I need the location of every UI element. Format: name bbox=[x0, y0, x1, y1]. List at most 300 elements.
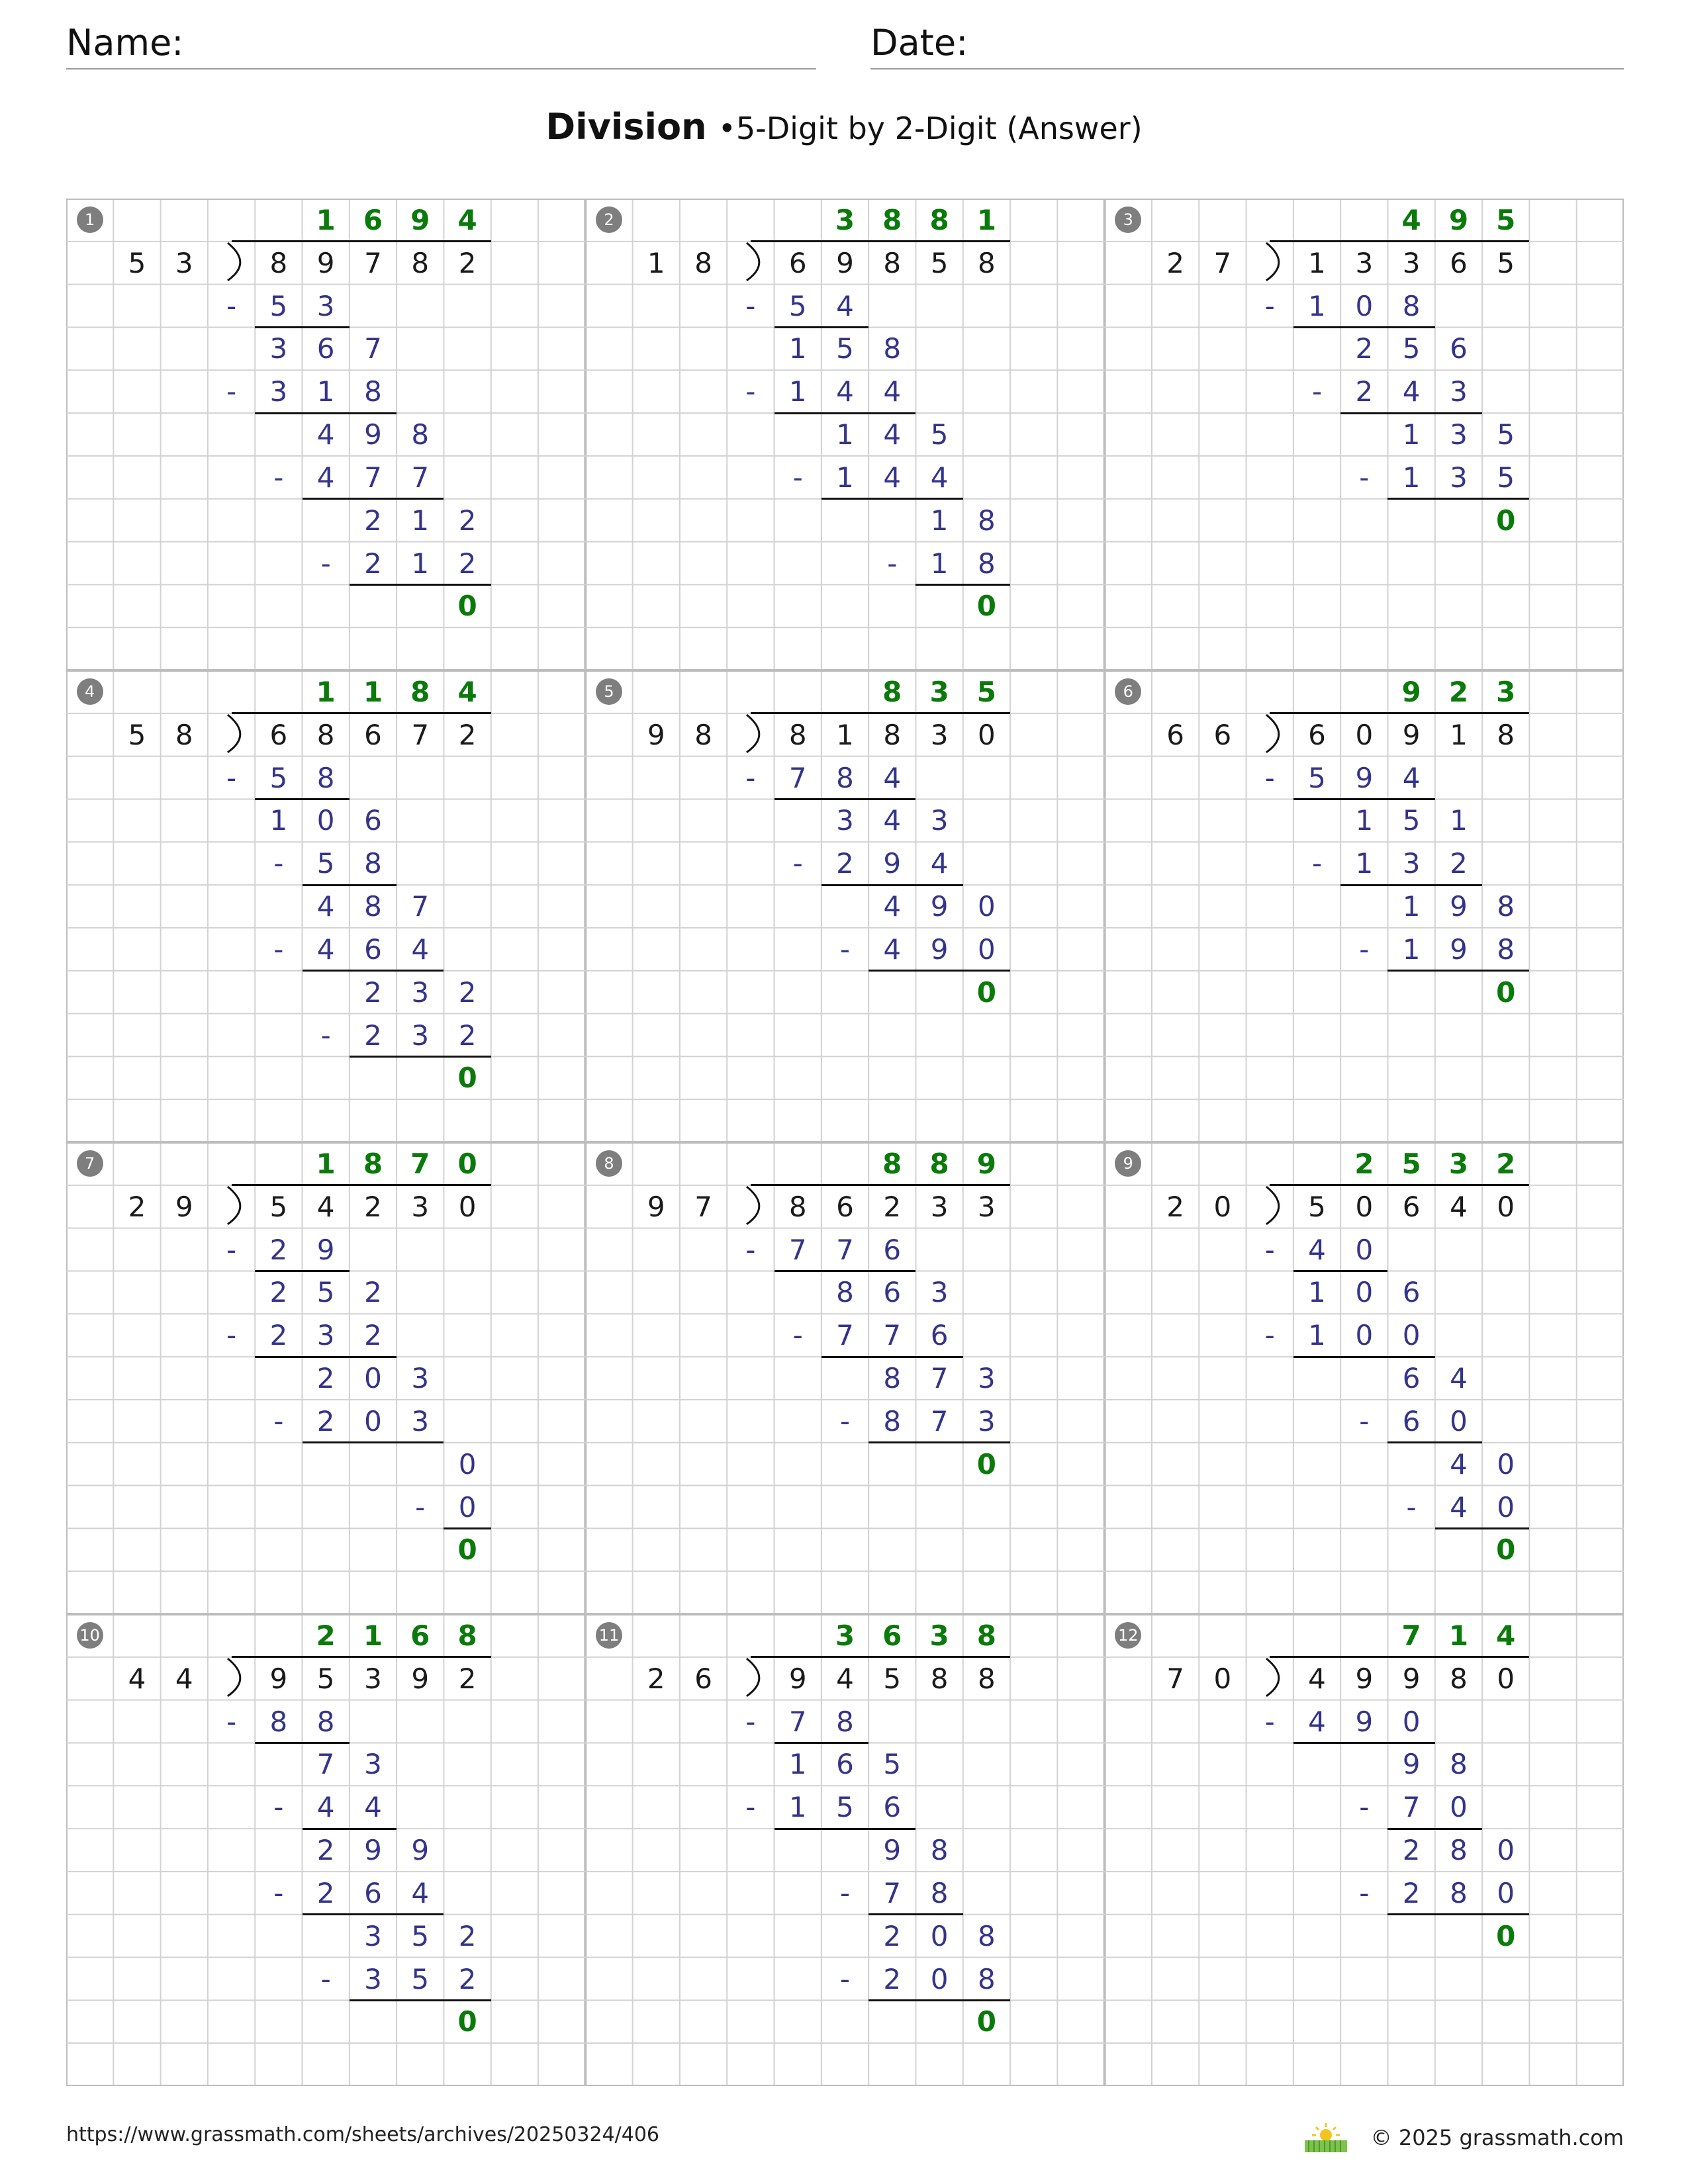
quotient-digit: 2 bbox=[1496, 1148, 1516, 1180]
partial-remainder-digit: 5 bbox=[930, 418, 949, 451]
divisor-digit: 2 bbox=[1166, 246, 1184, 279]
division-bracket bbox=[1246, 1185, 1293, 1228]
subtrahend-digit: 1 bbox=[1308, 289, 1326, 322]
minus-sign: - bbox=[839, 1962, 851, 1995]
partial-remainder-digit: 9 bbox=[364, 418, 382, 451]
partial-remainder-digit: 5 bbox=[1402, 804, 1421, 837]
minus-sign: - bbox=[887, 547, 898, 580]
dividend-digit: 0 bbox=[458, 1190, 477, 1223]
quotient-digit: 9 bbox=[1448, 204, 1469, 236]
subtrahend-digit: 4 bbox=[930, 847, 949, 880]
minus-sign: - bbox=[1359, 1876, 1370, 1909]
division-bracket bbox=[727, 1185, 774, 1228]
partial-remainder-digit: 3 bbox=[978, 1362, 996, 1395]
minus-sign: - bbox=[839, 1876, 851, 1909]
minus-sign: - bbox=[792, 1319, 803, 1352]
minus-sign: - bbox=[839, 933, 851, 966]
subtrahend-digit: 6 bbox=[364, 1876, 382, 1909]
dividend-digit: 2 bbox=[458, 718, 477, 751]
problem-number-badge: 2 bbox=[596, 206, 622, 233]
minus-sign: - bbox=[273, 461, 284, 494]
subtrahend-digit: 4 bbox=[411, 933, 430, 966]
partial-remainder-digit: 8 bbox=[930, 1834, 949, 1867]
division-bracket bbox=[208, 242, 255, 285]
partial-remainder-digit: 4 bbox=[316, 418, 335, 451]
subtrahend-digit: 8 bbox=[1402, 289, 1421, 322]
title-subtitle: 5-Digit by 2-Digit (Answer) bbox=[735, 111, 1143, 146]
dividend-digit: 8 bbox=[978, 246, 996, 279]
subtrahend-digit: 5 bbox=[1308, 761, 1326, 794]
partial-remainder-digit: 4 bbox=[1450, 1362, 1468, 1395]
subtrahend-digit: 7 bbox=[788, 1705, 807, 1738]
title-main: Division bbox=[545, 106, 707, 148]
minus-sign: - bbox=[1359, 1791, 1370, 1824]
dividend-digit: 3 bbox=[411, 1190, 430, 1223]
partial-remainder-digit: 0 bbox=[978, 890, 996, 923]
divisor-digit: 5 bbox=[128, 246, 146, 279]
partial-remainder-digit: 2 bbox=[458, 1919, 477, 1952]
subtrahend-digit: 2 bbox=[1450, 847, 1468, 880]
dividend-digit: 6 bbox=[1402, 1190, 1421, 1223]
subtrahend-digit: 9 bbox=[1450, 933, 1468, 966]
quotient-digit: 3 bbox=[929, 1619, 949, 1652]
remainder-digit: 0 bbox=[976, 1447, 997, 1480]
subtrahend-digit: 3 bbox=[1450, 375, 1468, 408]
minus-sign: - bbox=[273, 847, 284, 880]
quotient-digit: 8 bbox=[363, 1148, 383, 1180]
quotient-digit: 0 bbox=[457, 1148, 477, 1180]
dividend-digit: 8 bbox=[788, 718, 807, 751]
problem-number-badge: 9 bbox=[1115, 1150, 1141, 1177]
subtrahend-digit: 0 bbox=[930, 1962, 949, 1995]
subtrahend-digit: 8 bbox=[269, 1705, 288, 1738]
minus-sign: - bbox=[1264, 761, 1275, 794]
partial-remainder-digit: 1 bbox=[1402, 418, 1421, 451]
minus-sign: - bbox=[745, 1233, 756, 1266]
division-bracket bbox=[1246, 1657, 1293, 1700]
minus-sign: - bbox=[1359, 933, 1370, 966]
partial-remainder-digit: 4 bbox=[316, 890, 335, 923]
quotient-digit: 6 bbox=[882, 1619, 902, 1652]
subtrahend-digit: 8 bbox=[364, 847, 382, 880]
divisor-digit: 6 bbox=[1213, 718, 1232, 751]
quotient-digit: 4 bbox=[1496, 1619, 1516, 1652]
dividend-digit: 1 bbox=[1308, 246, 1326, 279]
partial-remainder-digit: 5 bbox=[411, 1919, 430, 1952]
subtrahend-digit: 2 bbox=[364, 1319, 382, 1352]
partial-remainder-digit: 9 bbox=[883, 1834, 902, 1867]
partial-remainder-digit: 2 bbox=[458, 976, 477, 1009]
subtrahend-digit: 2 bbox=[316, 1876, 335, 1909]
subtrahend-digit: 2 bbox=[269, 1233, 288, 1266]
dividend-digit: 9 bbox=[788, 1662, 807, 1695]
minus-sign: - bbox=[1359, 1404, 1370, 1437]
partial-remainder-digit: 5 bbox=[1497, 418, 1515, 451]
dividend-digit: 9 bbox=[836, 246, 854, 279]
partial-remainder-digit: 2 bbox=[269, 1276, 288, 1309]
partial-remainder-digit: 1 bbox=[269, 804, 288, 837]
partial-remainder-digit: 6 bbox=[1402, 1276, 1421, 1309]
dividend-digit: 5 bbox=[1308, 1190, 1326, 1223]
subtrahend-digit: 8 bbox=[883, 1404, 902, 1437]
dividend-digit: 6 bbox=[1450, 246, 1468, 279]
subtrahend-digit: 7 bbox=[836, 1319, 854, 1352]
problem-grid bbox=[66, 199, 1624, 2086]
subtrahend-digit: 1 bbox=[1402, 933, 1421, 966]
partial-remainder-digit: 0 bbox=[1355, 1276, 1374, 1309]
partial-remainder-digit: 9 bbox=[930, 890, 949, 923]
partial-remainder-digit: 8 bbox=[978, 504, 996, 537]
dividend-digit: 5 bbox=[269, 1190, 288, 1223]
subtrahend-digit: 0 bbox=[1497, 1876, 1515, 1909]
quotient-digit: 8 bbox=[882, 1148, 902, 1180]
problem-number-badge: 7 bbox=[77, 1150, 103, 1177]
subtrahend-digit: 1 bbox=[316, 375, 335, 408]
partial-remainder-digit: 7 bbox=[316, 1748, 335, 1781]
divisor-digit: 7 bbox=[694, 1190, 712, 1223]
dividend-digit: 0 bbox=[1497, 1190, 1515, 1223]
dividend-digit: 2 bbox=[883, 1190, 902, 1223]
partial-remainder-digit: 1 bbox=[1308, 1276, 1326, 1309]
subtrahend-digit: 8 bbox=[978, 1962, 996, 1995]
subtrahend-digit: 2 bbox=[1402, 1876, 1421, 1909]
subtrahend-digit: 7 bbox=[788, 761, 807, 794]
quotient-digit: 8 bbox=[457, 1619, 477, 1652]
partial-remainder-digit: 8 bbox=[978, 1919, 996, 1952]
subtrahend-digit: 5 bbox=[269, 289, 288, 322]
partial-remainder-digit: 6 bbox=[1402, 1362, 1421, 1395]
dividend-digit: 7 bbox=[364, 246, 382, 279]
dividend-digit: 3 bbox=[1355, 246, 1374, 279]
partial-remainder-digit: 2 bbox=[364, 976, 382, 1009]
subtrahend-digit: 4 bbox=[316, 933, 335, 966]
quotient-digit: 6 bbox=[363, 204, 383, 236]
dividend-digit: 9 bbox=[1402, 1662, 1421, 1695]
subtrahend-digit: 3 bbox=[411, 1019, 430, 1052]
partial-remainder-digit: 8 bbox=[364, 890, 382, 923]
subtrahend-digit: 3 bbox=[978, 1404, 996, 1437]
partial-remainder-digit: 0 bbox=[1497, 1447, 1515, 1480]
subtrahend-digit: 6 bbox=[930, 1319, 949, 1352]
footer-brand bbox=[1303, 2122, 1624, 2154]
dividend-digit: 8 bbox=[269, 246, 288, 279]
quotient-digit: 2 bbox=[1448, 676, 1469, 708]
subtrahend-digit: 0 bbox=[1402, 1705, 1421, 1738]
problem-number-badge: 1 bbox=[77, 206, 103, 233]
minus-sign: - bbox=[1264, 1233, 1275, 1266]
subtraction-line bbox=[303, 1441, 444, 1443]
subtrahend-digit: 4 bbox=[836, 289, 854, 322]
dividend-digit: 4 bbox=[1308, 1662, 1326, 1695]
divisor-digit: 2 bbox=[1166, 1190, 1184, 1223]
divisor-digit: 7 bbox=[1213, 246, 1232, 279]
subtrahend-digit: 0 bbox=[1355, 1233, 1374, 1266]
problem-number-badge: 3 bbox=[1115, 206, 1141, 233]
minus-sign: - bbox=[226, 1319, 237, 1352]
remainder-digit: 0 bbox=[1496, 976, 1516, 1009]
quotient-digit: 8 bbox=[410, 676, 430, 708]
dividend-digit: 8 bbox=[788, 1190, 807, 1223]
dividend-digit: 8 bbox=[883, 718, 902, 751]
quotient-digit: 8 bbox=[882, 676, 902, 708]
partial-remainder-digit: 2 bbox=[1402, 1834, 1421, 1867]
subtrahend-digit: 2 bbox=[836, 847, 854, 880]
dividend-digit: 6 bbox=[1308, 718, 1326, 751]
minus-sign: - bbox=[792, 847, 803, 880]
remainder-digit: 0 bbox=[1496, 504, 1516, 537]
subtrahend-digit: 1 bbox=[1355, 847, 1374, 880]
subtrahend-digit: 2 bbox=[458, 1019, 477, 1052]
dividend-digit: 3 bbox=[978, 1190, 996, 1223]
partial-remainder-digit: 1 bbox=[788, 1748, 807, 1781]
partial-remainder-digit: 1 bbox=[930, 504, 949, 537]
minus-sign: - bbox=[273, 1791, 284, 1824]
quotient-digit: 4 bbox=[1401, 204, 1421, 236]
subtrahend-digit: 7 bbox=[411, 461, 430, 494]
subtrahend-digit: 8 bbox=[836, 761, 854, 794]
problem-number-badge: 11 bbox=[596, 1622, 622, 1649]
quotient-digit: 3 bbox=[1496, 676, 1516, 708]
subtrahend-digit: 1 bbox=[788, 375, 807, 408]
dividend-digit: 3 bbox=[930, 718, 949, 751]
quotient-digit: 7 bbox=[1401, 1619, 1421, 1652]
dividend-digit: 9 bbox=[269, 1662, 288, 1695]
subtrahend-digit: 0 bbox=[1450, 1791, 1468, 1824]
quotient-digit: 1 bbox=[363, 1619, 383, 1652]
minus-sign: - bbox=[839, 1404, 851, 1437]
dividend-digit: 2 bbox=[458, 1662, 477, 1695]
subtrahend-digit: 4 bbox=[883, 461, 902, 494]
subtrahend-digit: 0 bbox=[1497, 1490, 1515, 1524]
dividend-digit: 4 bbox=[316, 1190, 335, 1223]
copyright: © 2025 grassmath.com bbox=[1370, 2125, 1624, 2150]
minus-sign: - bbox=[745, 375, 756, 408]
partial-remainder-digit: 6 bbox=[364, 804, 382, 837]
subtrahend-digit: 4 bbox=[883, 375, 902, 408]
partial-remainder-digit: 0 bbox=[316, 804, 335, 837]
partial-remainder-digit: 0 bbox=[458, 1447, 477, 1480]
minus-sign: - bbox=[415, 1490, 426, 1524]
dividend-digit: 3 bbox=[1402, 246, 1421, 279]
partial-remainder-digit: 3 bbox=[411, 976, 430, 1009]
subtrahend-digit: 2 bbox=[364, 547, 382, 580]
divisor-digit: 4 bbox=[175, 1662, 193, 1695]
subtrahend-digit: 2 bbox=[364, 1019, 382, 1052]
minus-sign: - bbox=[226, 761, 237, 794]
minus-sign: - bbox=[320, 1019, 331, 1052]
division-bracket bbox=[727, 1657, 774, 1700]
title-bullet: • bbox=[718, 111, 736, 146]
minus-sign: - bbox=[1264, 1319, 1275, 1352]
subtrahend-digit: 4 bbox=[1402, 761, 1421, 794]
partial-remainder-digit: 3 bbox=[836, 804, 854, 837]
quotient-digit: 5 bbox=[976, 676, 997, 708]
subtrahend-digit: 1 bbox=[788, 1791, 807, 1824]
quotient-digit: 2 bbox=[316, 1619, 336, 1652]
partial-remainder-digit: 1 bbox=[1355, 804, 1374, 837]
dividend-digit: 6 bbox=[269, 718, 288, 751]
problems-container bbox=[66, 199, 1624, 2086]
remainder-digit: 0 bbox=[1496, 1919, 1516, 1952]
subtrahend-digit: 4 bbox=[1308, 1705, 1326, 1738]
subtrahend-digit: 8 bbox=[978, 547, 996, 580]
partial-remainder-digit: 4 bbox=[883, 418, 902, 451]
divisor-digit: 8 bbox=[694, 246, 712, 279]
divisor-digit: 4 bbox=[128, 1662, 146, 1695]
subtrahend-digit: 8 bbox=[364, 375, 382, 408]
subtrahend-digit: 7 bbox=[836, 1233, 854, 1266]
subtrahend-digit: 4 bbox=[1308, 1233, 1326, 1266]
partial-remainder-digit: 1 bbox=[1402, 890, 1421, 923]
subtrahend-digit: 4 bbox=[836, 375, 854, 408]
footer-url[interactable]: https://www.grassmath.com/sheets/archives/20250324/406 bbox=[66, 2123, 660, 2146]
subtrahend-digit: 1 bbox=[1402, 461, 1421, 494]
partial-remainder-digit: 4 bbox=[883, 890, 902, 923]
partial-remainder-digit: 2 bbox=[458, 504, 477, 537]
dividend-digit: 9 bbox=[411, 1662, 430, 1695]
quotient-digit: 5 bbox=[1401, 1148, 1421, 1180]
partial-remainder-digit: 1 bbox=[411, 504, 430, 537]
minus-sign: - bbox=[1406, 1490, 1417, 1524]
subtrahend-digit: 0 bbox=[978, 933, 996, 966]
partial-remainder-digit: 6 bbox=[1450, 332, 1468, 365]
dividend-digit: 0 bbox=[1497, 1662, 1515, 1695]
dividend-digit: 1 bbox=[836, 718, 854, 751]
partial-remainder-digit: 8 bbox=[1497, 890, 1515, 923]
division-bracket bbox=[208, 1185, 255, 1228]
divisor-digit: 0 bbox=[1213, 1190, 1232, 1223]
dividend-digit: 0 bbox=[1355, 1190, 1374, 1223]
minus-sign: - bbox=[320, 547, 331, 580]
problem-number-badge: 12 bbox=[1115, 1622, 1141, 1649]
quotient-digit: 8 bbox=[929, 204, 949, 236]
partial-remainder-digit: 7 bbox=[411, 890, 430, 923]
partial-remainder-digit: 6 bbox=[316, 332, 335, 365]
divisor-digit: 2 bbox=[128, 1190, 146, 1223]
subtrahend-digit: 5 bbox=[1497, 461, 1515, 494]
subtrahend-digit: 3 bbox=[411, 1404, 430, 1437]
minus-sign: - bbox=[226, 289, 237, 322]
subtrahend-digit: 4 bbox=[316, 1791, 335, 1824]
quotient-digit: 8 bbox=[929, 1148, 949, 1180]
subtrahend-digit: 2 bbox=[883, 1962, 902, 1995]
dividend-digit: 6 bbox=[364, 718, 382, 751]
subtrahend-digit: 0 bbox=[1355, 289, 1374, 322]
dividend-digit: 2 bbox=[364, 1190, 382, 1223]
subtrahend-digit: 2 bbox=[269, 1319, 288, 1352]
quotient-digit: 9 bbox=[410, 204, 430, 236]
dividend-digit: 8 bbox=[411, 246, 430, 279]
division-bracket bbox=[727, 242, 774, 285]
subtrahend-digit: 0 bbox=[1402, 1319, 1421, 1352]
partial-remainder-digit: 1 bbox=[788, 332, 807, 365]
quotient-digit: 1 bbox=[363, 676, 383, 708]
quotient-digit: 3 bbox=[835, 1619, 855, 1652]
problem-number-badge: 6 bbox=[1115, 678, 1141, 705]
quotient-digit: 1 bbox=[316, 676, 336, 708]
divisor-digit: 6 bbox=[1166, 718, 1184, 751]
remainder-digit: 0 bbox=[976, 976, 997, 1009]
dividend-digit: 0 bbox=[1355, 718, 1374, 751]
dividend-digit: 5 bbox=[316, 1662, 335, 1695]
divisor-digit: 3 bbox=[175, 246, 193, 279]
minus-sign: - bbox=[745, 289, 756, 322]
partial-remainder-digit: 8 bbox=[836, 1276, 854, 1309]
subtrahend-digit: 7 bbox=[883, 1319, 902, 1352]
dividend-digit: 4 bbox=[1450, 1190, 1468, 1223]
remainder-digit: 0 bbox=[457, 1533, 477, 1567]
division-bracket bbox=[1246, 242, 1293, 285]
name-line[interactable] bbox=[66, 68, 816, 69]
dividend-digit: 8 bbox=[1497, 718, 1515, 751]
subtrahend-digit: 4 bbox=[930, 461, 949, 494]
subtrahend-digit: 9 bbox=[883, 847, 902, 880]
subtrahend-digit: 4 bbox=[316, 461, 335, 494]
date-line[interactable] bbox=[870, 68, 1624, 69]
division-bracket bbox=[727, 713, 774, 756]
quotient-digit: 9 bbox=[976, 1148, 997, 1180]
subtrahend-digit: 3 bbox=[1402, 847, 1421, 880]
minus-sign: - bbox=[1359, 461, 1370, 494]
minus-sign: - bbox=[226, 375, 237, 408]
quotient-digit: 4 bbox=[457, 204, 477, 236]
subtrahend-digit: 5 bbox=[411, 1962, 430, 1995]
subtrahend-digit: 0 bbox=[1355, 1319, 1374, 1352]
subtrahend-digit: 4 bbox=[883, 761, 902, 794]
partial-remainder-digit: 6 bbox=[883, 1276, 902, 1309]
dividend-digit: 8 bbox=[316, 718, 335, 751]
subtrahend-digit: 7 bbox=[1402, 1791, 1421, 1824]
dividend-digit: 8 bbox=[930, 1662, 949, 1695]
subtrahend-digit: 9 bbox=[1355, 1705, 1374, 1738]
grass-sun-logo-icon bbox=[1303, 2122, 1348, 2154]
partial-remainder-digit: 0 bbox=[930, 1919, 949, 1952]
partial-remainder-digit: 9 bbox=[1450, 890, 1468, 923]
divisor-digit: 9 bbox=[647, 1190, 665, 1223]
subtrahend-digit: 3 bbox=[316, 1319, 335, 1352]
dividend-digit: 1 bbox=[1450, 718, 1468, 751]
subtrahend-digit: 5 bbox=[269, 761, 288, 794]
minus-sign: - bbox=[273, 933, 284, 966]
subtrahend-digit: 6 bbox=[364, 933, 382, 966]
partial-remainder-digit: 5 bbox=[883, 1748, 902, 1781]
partial-remainder-digit: 3 bbox=[411, 1362, 430, 1395]
subtrahend-digit: 8 bbox=[1497, 933, 1515, 966]
dividend-digit: 2 bbox=[458, 246, 477, 279]
minus-sign: - bbox=[1264, 1705, 1275, 1738]
subtrahend-digit: 6 bbox=[883, 1233, 902, 1266]
quotient-digit: 7 bbox=[410, 1148, 430, 1180]
partial-remainder-digit: 8 bbox=[411, 418, 430, 451]
subtrahend-digit: 3 bbox=[269, 375, 288, 408]
partial-remainder-digit: 7 bbox=[930, 1362, 949, 1395]
subtrahend-digit: 6 bbox=[883, 1791, 902, 1824]
remainder-digit: 0 bbox=[976, 590, 997, 623]
subtrahend-digit: 9 bbox=[1355, 761, 1374, 794]
subtrahend-digit: 1 bbox=[411, 547, 430, 580]
subtrahend-digit: 7 bbox=[883, 1876, 902, 1909]
partial-remainder-digit: 1 bbox=[1450, 804, 1468, 837]
remainder-digit: 0 bbox=[457, 590, 477, 623]
subtrahend-digit: 4 bbox=[411, 1876, 430, 1909]
minus-sign: - bbox=[226, 1705, 237, 1738]
minus-sign: - bbox=[792, 461, 803, 494]
partial-remainder-digit: 4 bbox=[1450, 1447, 1468, 1480]
dividend-digit: 9 bbox=[1402, 718, 1421, 751]
partial-remainder-digit: 2 bbox=[1355, 332, 1374, 365]
subtrahend-digit: 9 bbox=[930, 933, 949, 966]
subtrahend-digit: 7 bbox=[788, 1233, 807, 1266]
